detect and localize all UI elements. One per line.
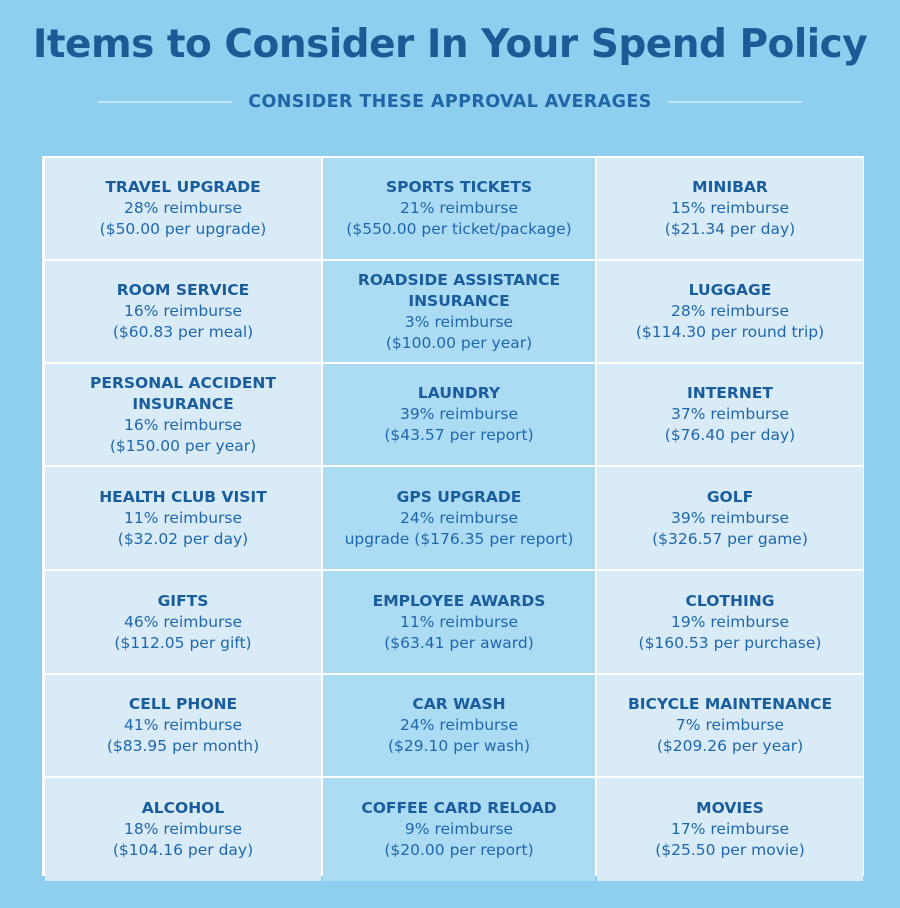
item-name: HEALTH CLUB VISIT [99, 487, 267, 506]
item-average: ($60.83 per meal) [112, 323, 254, 341]
grid-cell [597, 261, 863, 362]
grid-cell [45, 675, 321, 776]
item-percent: 28% reimburse [124, 199, 242, 217]
item-percent: 16% reimburse [124, 415, 242, 434]
item-average: ($114.30 per round trip) [635, 323, 825, 341]
grid-cell [323, 364, 595, 465]
item-percent: 15% reimburse [671, 199, 789, 217]
item-name: CLOTHING [685, 591, 775, 610]
item-average: ($43.57 per report) [384, 426, 534, 444]
item-name: SPORTS TICKETS [385, 178, 533, 196]
item-average: ($550.00 per ticket/package) [346, 220, 572, 238]
subtitle-rule-right [668, 101, 802, 103]
item-name: TRAVEL UPGRADE [105, 178, 261, 196]
grid-cell [323, 778, 595, 881]
item-average: ($25.50 per movie) [655, 841, 805, 859]
item-percent: 21% reimburse [400, 199, 518, 217]
grid-cell [45, 261, 321, 362]
item-percent: 46% reimburse [124, 612, 242, 631]
item-average: ($209.26 per year) [656, 737, 804, 755]
grid-cell [45, 778, 321, 881]
grid-cell [597, 571, 863, 673]
page-title: Items to Consider In Your Spend Policy [32, 22, 868, 67]
item-average: ($150.00 per year) [109, 436, 257, 455]
item-name: GIFTS [157, 591, 209, 610]
item-percent: 19% reimburse [671, 612, 789, 631]
item-name: CAR WASH [412, 695, 506, 713]
grid-cell [597, 675, 863, 776]
approval-grid [42, 156, 864, 876]
item-average: ($100.00 per year) [385, 333, 533, 352]
item-percent: 28% reimburse [671, 302, 789, 320]
item-name: EMPLOYEE AWARDS [372, 591, 546, 610]
item-average: ($76.40 per day) [664, 426, 796, 444]
item-name: ROOM SERVICE [116, 281, 250, 299]
grid-cell [45, 364, 321, 465]
grid-cell [597, 467, 863, 569]
grid-cell [597, 158, 863, 259]
item-percent: 17% reimburse [671, 820, 789, 838]
item-name: MOVIES [696, 799, 764, 817]
item-name: GOLF [706, 487, 754, 506]
item-average: ($104.16 per day) [112, 841, 254, 859]
subtitle-rule-left [98, 101, 232, 103]
item-average: upgrade ($176.35 per report) [344, 529, 574, 548]
item-name: CELL PHONE [128, 695, 238, 713]
grid-cell [323, 571, 595, 673]
item-average: ($20.00 per report) [384, 841, 534, 859]
grid-cell [323, 158, 595, 259]
item-average: ($32.02 per day) [117, 529, 249, 548]
item-name: MINIBAR [692, 178, 768, 196]
item-percent: 24% reimburse [400, 716, 518, 734]
item-percent: 39% reimburse [671, 508, 789, 527]
grid-cell [323, 261, 595, 362]
item-average: ($160.53 per purchase) [638, 633, 822, 652]
item-name: ALCOHOL [141, 799, 225, 817]
grid-cell [323, 675, 595, 776]
item-name: BICYCLE MAINTENANCE [627, 695, 833, 713]
item-percent: 16% reimburse [124, 302, 242, 320]
item-average: ($21.34 per day) [664, 220, 796, 238]
item-percent: 37% reimburse [671, 405, 789, 423]
item-name: INTERNET [687, 384, 773, 402]
item-percent: 24% reimburse [400, 508, 518, 527]
item-average: ($112.05 per gift) [114, 633, 252, 652]
item-percent: 18% reimburse [124, 820, 242, 838]
grid-cell [45, 571, 321, 673]
grid-cell [597, 778, 863, 881]
item-name: LUGGAGE [688, 281, 772, 299]
item-percent: 7% reimburse [675, 716, 785, 734]
grid-cell [597, 364, 863, 465]
subtitle-row [0, 88, 900, 116]
item-percent: 9% reimburse [404, 820, 514, 838]
item-average: ($50.00 per upgrade) [99, 220, 267, 238]
grid-cell [323, 467, 595, 569]
item-percent: 3% reimburse [404, 312, 514, 331]
grid-cell [45, 158, 321, 259]
item-average: ($63.41 per award) [384, 633, 534, 652]
item-percent: 41% reimburse [124, 716, 242, 734]
item-percent: 11% reimburse [124, 508, 242, 527]
grid-cell [45, 467, 321, 569]
item-average: ($326.57 per game) [652, 529, 808, 548]
item-percent: 11% reimburse [400, 612, 518, 631]
item-percent: 39% reimburse [400, 405, 518, 423]
item-name: COFFEE CARD RELOAD [361, 799, 557, 817]
item-name: ROADSIDE ASSISTANCE INSURANCE [357, 270, 561, 310]
subtitle: CONSIDER THESE APPROVAL AVERAGES [248, 92, 652, 112]
item-name: GPS UPGRADE [396, 487, 522, 506]
item-name: LAUNDRY [417, 384, 501, 402]
item-average: ($83.95 per month) [106, 737, 260, 755]
item-average: ($29.10 per wash) [387, 737, 530, 755]
item-name: PERSONAL ACCIDENT INSURANCE [90, 373, 276, 413]
